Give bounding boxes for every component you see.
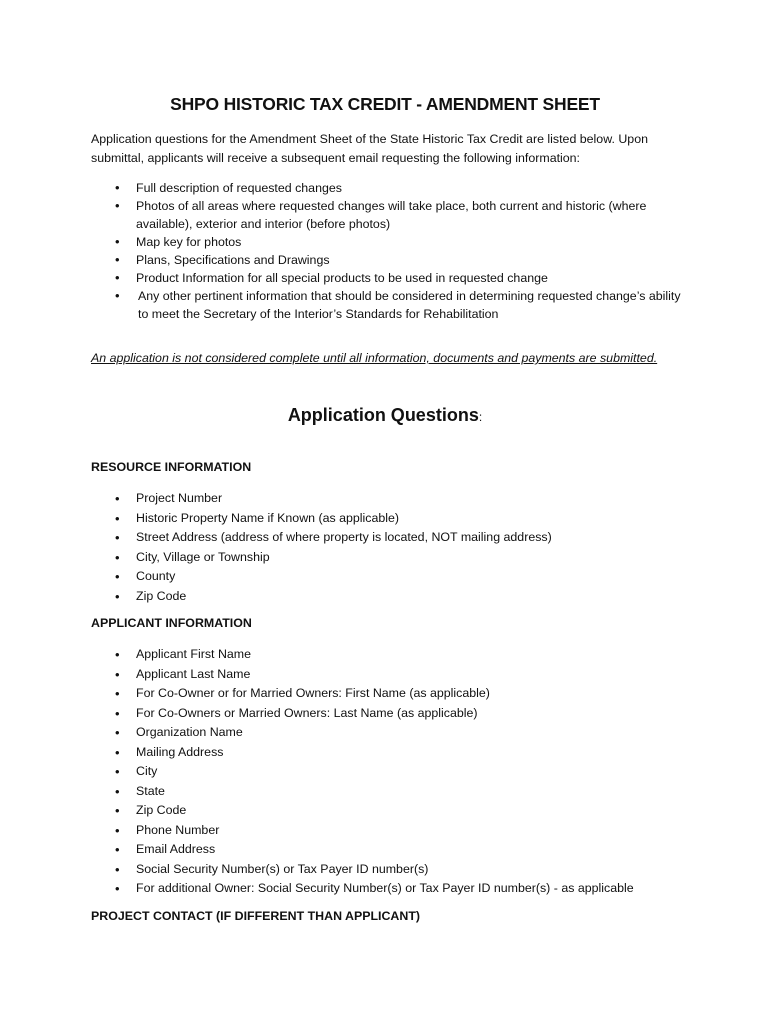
resource-section-label: RESOURCE INFORMATION [91,460,252,474]
list-item: • Applicant Last Name [91,665,691,685]
list-item: • Applicant First Name [91,645,691,665]
completeness-notice: An application is not considered complete until all information, documents and payments are submitted. [91,351,658,365]
document-title: SHPO HISTORIC TAX CREDIT - AMENDMENT SHEET [170,94,600,114]
list-item: • For additional Owner: Social Security Number(s) or Tax Payer ID number(s) - as applicable [91,879,691,899]
applicant-items-list [91,645,691,899]
questions-heading-colon: : [478,410,483,424]
list-item: • Project Number [91,489,691,509]
list-item: • Organization Name [91,723,691,743]
list-item: • County [91,567,691,587]
resource-items-list [91,489,691,606]
list-item: • Mailing Address [91,743,691,763]
list-item: • Full description of requested changes [91,179,681,197]
list-item: • Phone Number [91,821,691,841]
applicant-section-label: APPLICANT INFORMATION [91,616,252,630]
list-item: • City [91,762,691,782]
intro-paragraph: Application questions for the Amendment Sheet of the State Historic Tax Credit are listed below. Upon submittal, applicants will receive a subsequent email requesting the following information: [91,132,648,165]
list-item: • Historic Property Name if Known (as applicable) [91,509,691,529]
list-item: • Street Address (address of where property is located, NOT mailing address) [91,528,691,548]
list-item: • Any other pertinent information that should be considered in determining requested change’s ability to meet the Secretary of the Interior’s Standards for Rehabilitation [91,287,681,323]
requested-items-list [91,179,681,323]
list-item: • Email Address [91,840,691,860]
list-item: • Photos of all areas where requested changes will take place, both current and historic (where available), exterior and interior (before photos) [91,197,681,233]
list-item: • Zip Code [91,801,691,821]
project-contact-section-label: PROJECT CONTACT (IF DIFFERENT THAN APPLICANT) [91,909,421,923]
list-item: • Plans, Specifications and Drawings [91,251,681,269]
list-item: • City, Village or Township [91,548,691,568]
list-item: • Social Security Number(s) or Tax Payer ID number(s) [91,860,691,880]
list-item: • Map key for photos [91,233,681,251]
list-item: • For Co-Owners or Married Owners: Last Name (as applicable) [91,704,691,724]
list-item: • For Co-Owner or for Married Owners: First Name (as applicable) [91,684,691,704]
questions-heading [0,405,770,426]
list-item: • Zip Code [91,587,691,607]
list-item: • State [91,782,691,802]
list-item: • Product Information for all special products to be used in requested change [91,269,681,287]
questions-heading-text: Application Questions [287,405,479,425]
